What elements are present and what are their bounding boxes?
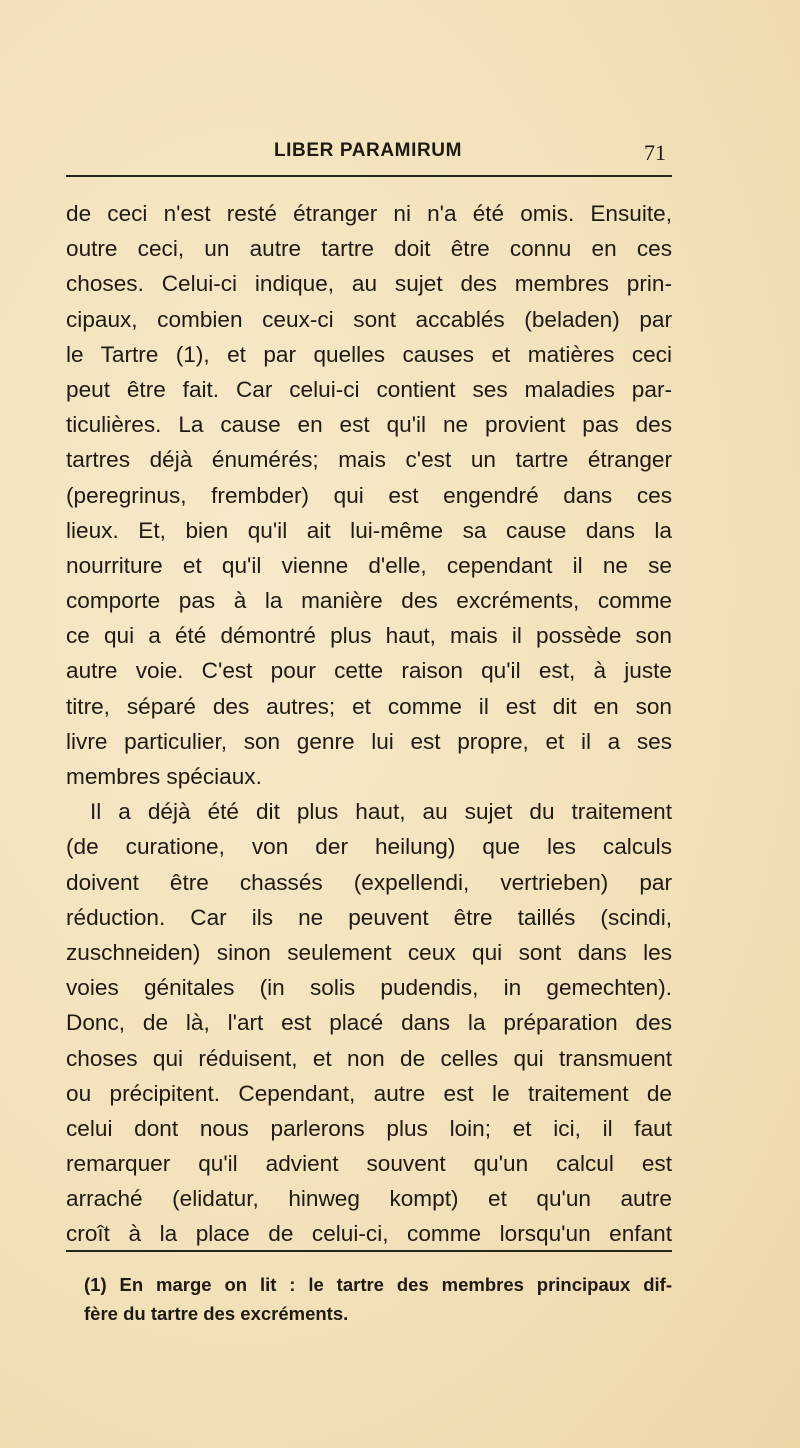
text-line: autre voie. C'est pour cette raison qu'il est, à juste bbox=[66, 658, 672, 684]
page-number: 71 bbox=[644, 140, 666, 165]
page-header bbox=[66, 134, 670, 174]
text-line: Donc, de là, l'art est placé dans la préparation des bbox=[66, 1010, 672, 1036]
text-line-paragraph-start: Il a déjà été dit plus haut, au sujet du traitement bbox=[90, 799, 672, 825]
text-line: (peregrinus, frembder) qui est engendré dans ces bbox=[66, 482, 672, 508]
footnote bbox=[84, 1270, 672, 1328]
text-line: peut être fait. Car celui-ci contient ses maladies par- bbox=[66, 376, 672, 402]
text-line: doivent être chassés (expellendi, vertrieben) par bbox=[66, 869, 672, 895]
text-line: croît à la place de celui-ci, comme lorsqu'un enfant bbox=[66, 1221, 672, 1247]
running-title: LIBER PARAMIRUM bbox=[273, 140, 463, 161]
text-line: remarquer qu'il advient souvent qu'un calcul est bbox=[66, 1151, 672, 1177]
text-line: ou précipitent. Cependant, autre est le traitement de bbox=[66, 1080, 672, 1106]
text-line: arraché (elidatur, hinweg kompt) et qu'un autre bbox=[66, 1186, 672, 1212]
footnote-line: fère du tartre des excréments. bbox=[84, 1303, 349, 1324]
text-line: lieux. Et, bien qu'il ait lui-même sa cause dans la bbox=[66, 517, 672, 543]
text-line: ticulières. La cause en est qu'il ne provient pas des bbox=[66, 412, 672, 438]
text-line: comporte pas à la manière des excréments, comme bbox=[66, 588, 672, 614]
text-line: choses. Celui-ci indique, au sujet des membres prin- bbox=[66, 271, 672, 297]
footnote-line: (1) En marge on lit : le tartre des membres principaux dif- bbox=[84, 1274, 672, 1295]
text-line: zuschneiden) sinon seulement ceux qui sont dans les bbox=[66, 939, 672, 965]
text-line: nourriture et qu'il vienne d'elle, cependant il ne se bbox=[66, 552, 672, 578]
text-line: cipaux, combien ceux-ci sont accablés (beladen) par bbox=[66, 306, 672, 332]
text-line: réduction. Car ils ne peuvent être taillés (scindi, bbox=[66, 904, 672, 930]
body-text bbox=[66, 196, 672, 1252]
text-line: choses qui réduisent, et non de celles qui transmuent bbox=[66, 1045, 672, 1071]
footnote-rule bbox=[66, 1250, 672, 1252]
text-line: de ceci n'est resté étranger ni n'a été omis. Ensuite, bbox=[66, 201, 672, 226]
text-line: outre ceci, un autre tartre doit être connu en ces bbox=[66, 236, 672, 262]
text-line-paragraph-end: membres spéciaux. bbox=[66, 764, 262, 789]
text-line: titre, séparé des autres; et comme il est dit en son bbox=[66, 693, 672, 719]
text-line: celui dont nous parlerons plus loin; et ici, il faut bbox=[66, 1115, 672, 1141]
text-line: voies génitales (in solis pudendis, in gemechten). bbox=[66, 975, 672, 1001]
header-rule bbox=[66, 175, 672, 177]
text-line: (de curatione, von der heilung) que les calculs bbox=[66, 834, 672, 860]
text-line: ce qui a été démontré plus haut, mais il possède son bbox=[66, 623, 672, 649]
text-line: livre particulier, son genre lui est propre, et il a ses bbox=[66, 728, 672, 754]
text-line: le Tartre (1), et par quelles causes et matières ceci bbox=[66, 341, 672, 367]
text-line: tartres déjà énumérés; mais c'est un tartre étranger bbox=[66, 447, 672, 473]
